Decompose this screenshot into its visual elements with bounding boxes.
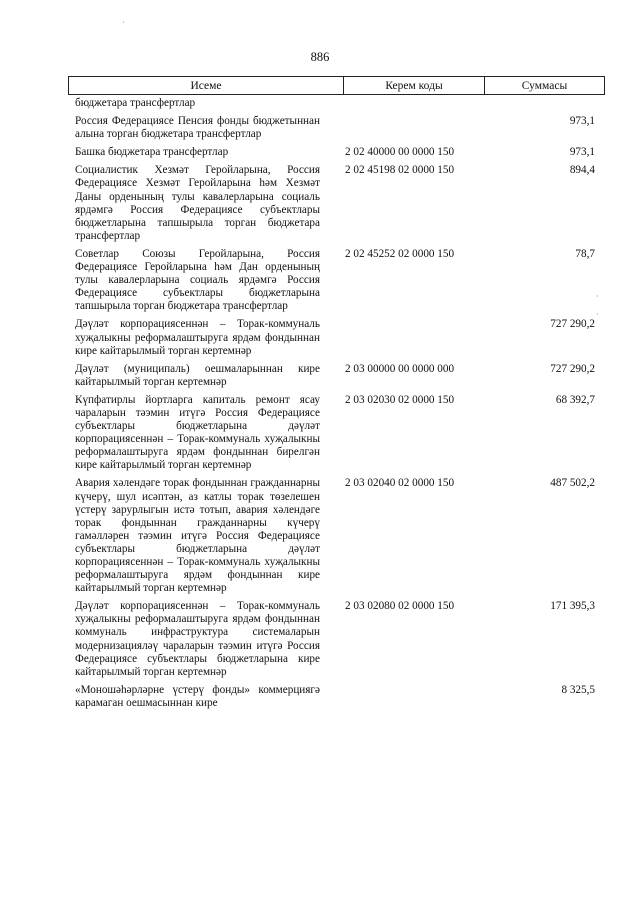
row-code — [320, 115, 505, 141]
row-code — [320, 97, 505, 110]
table-row — [75, 248, 595, 313]
row-sum: 973,1 — [569, 115, 595, 128]
page-number: 886 — [310, 50, 330, 64]
row-name: Дәүләт корпорациясеннән – Торак-коммуналь хуҗалыкны реформалаштыруга ярдәм фондыннан коммуналь инфраструктура системаларын модернизацияләү чараларын тәэмин итүгә Россия Федерациясе субъектлары бюджетларына кире кайтарылмый торган кертемнәр — [75, 600, 320, 678]
row-name: Россия Федерациясе Пенсия фонды бюджетыннан алына торган бюджетара трансфертлар — [75, 115, 320, 141]
table-row — [75, 477, 595, 595]
header-sum: Суммасы — [484, 77, 604, 94]
row-sum: 727 290,2 — [550, 318, 595, 331]
row-name: Авария хәлендәге торак фондыннан гражданнарны күчерү, шул исәптән, аз катлы торак төзелешен үстерү зарурлыгын истә тотып, авария хәлендәге торак фондыннан гражданнарны күчерү гамәлләрен тәэмин итүгә Россия Федерациясе субъектлары бюджетларына дәүләт корпорациясеннән – Торак-коммуналь хуҗалыкны реформалаштыруга ярдәм фондыннан кире кайтарылмый торган кертемнәр — [75, 477, 320, 595]
row-sum: 8 325,5 — [561, 683, 595, 696]
row-sum: 78,7 — [575, 247, 595, 260]
row-code: 2 02 45252 02 0000 150 — [345, 247, 455, 260]
row-code: 2 03 02030 02 0000 150 — [345, 393, 455, 406]
row-code — [320, 318, 505, 357]
row-code: 2 03 02040 02 0000 150 — [345, 477, 455, 490]
scan-speck: · — [122, 18, 125, 27]
row-name: Советлар Союзы Геройларына, Россия Федерациясе Геройларына һәм Дан орденының тулы кавалерларына социаль ярдәмгә Россия Федерациясе субъектлары бюджетларына тапшырыла торган бюджетара трансфертлар — [75, 247, 320, 313]
row-sum: 171 395,3 — [550, 600, 595, 613]
row-sum — [505, 97, 595, 110]
table-body — [75, 97, 595, 715]
scan-speck: · — [596, 292, 599, 301]
row-sum: 487 502,2 — [550, 477, 595, 490]
row-sum: 68 392,7 — [555, 393, 595, 406]
row-name: Социалистик Хезмәт Геройларына, Россия Федерациясе Хезмәт Геройларына һәм Хезмәт Даны орденының тулы кавалерларына социаль ярдәмгә Россия Федерациясе субъектлары бюджетларына тапшырыла торган бюджетара трансфертлар — [75, 164, 320, 242]
row-name: Башка бюджетара трансфертлар — [75, 146, 229, 159]
header-code: Керем коды — [343, 77, 484, 94]
table-header — [68, 76, 605, 95]
row-code — [320, 684, 505, 710]
table-row — [75, 363, 595, 389]
table-row — [75, 394, 595, 473]
table-row — [75, 146, 595, 159]
row-code: 2 02 40000 00 0000 150 — [345, 146, 455, 159]
row-code: 2 03 00000 00 0000 000 — [345, 362, 455, 375]
table-row — [75, 600, 595, 679]
table-row — [75, 684, 595, 710]
row-name: Дәүләт корпорациясеннән – Торак-коммуналь хуҗалыкны реформалаштыруга ярдәм фондыннан кире кайтарылмый торган кертемнәр — [75, 318, 320, 357]
header-name: Исеме — [190, 79, 222, 92]
row-name: бюджетара трансфертлар — [75, 97, 196, 109]
row-name: Дәүләт (муниципаль) оешмаларыннан кире кайтарылмый торган кертемнәр — [75, 362, 320, 388]
row-name: «Моношәһәрләрне үстерү фонды» коммерциягә карамаган оешмасыннан кире — [75, 683, 320, 709]
row-code: 2 02 45198 02 0000 150 — [345, 164, 455, 177]
row-sum: 727 290,2 — [550, 362, 595, 375]
row-code: 2 03 02080 02 0000 150 — [345, 600, 455, 613]
table-row — [75, 115, 595, 141]
table-row — [75, 318, 595, 357]
row-sum: 894,4 — [569, 164, 595, 177]
row-sum: 973,1 — [569, 146, 595, 159]
table-row — [75, 97, 595, 110]
table-row — [75, 164, 595, 243]
row-name: Күпфатирлы йортларга капиталь ремонт ясау чараларын тәэмин итүгә Россия Федерациясе субъектлары бюджетларына дәүләт корпорациясеннән – Торак-коммуналь хуҗалыкны реформалаштыруга ярдәм фондыннан бирелгән кире кайтарылмый торган кертемнәр — [75, 393, 320, 472]
scan-speck: · — [596, 310, 599, 319]
